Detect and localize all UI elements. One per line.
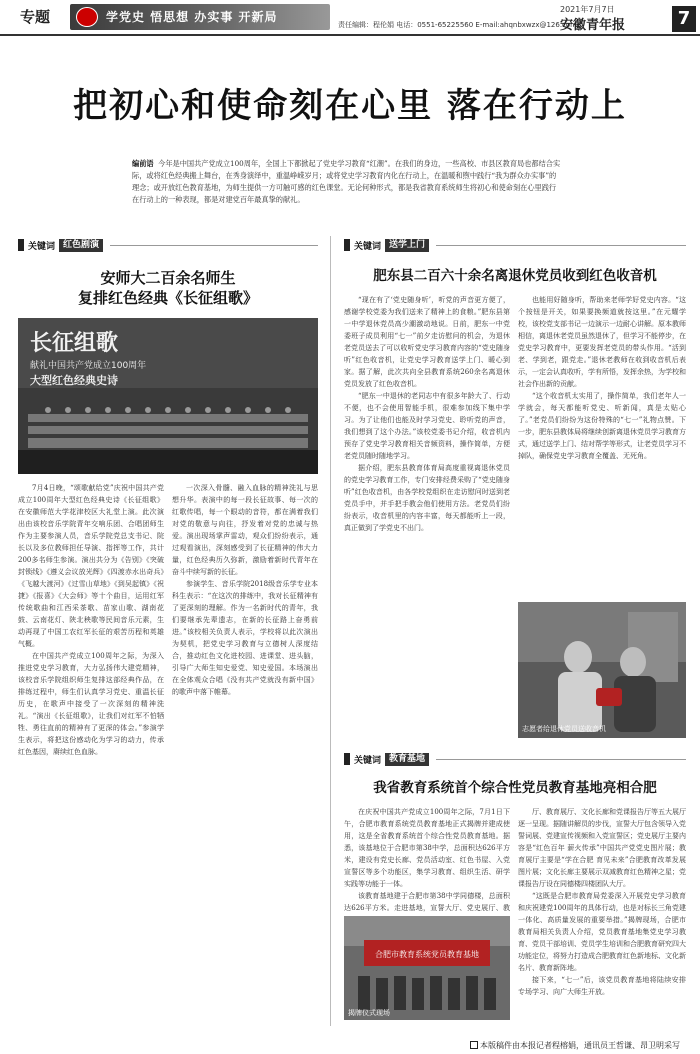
keyword-rule — [436, 245, 686, 246]
keyword-rule — [110, 245, 318, 246]
editor-note-text: 今年是中国共产党成立100周年，全国上下都掀起了党史学习教育“红潮”。在我们的身边，一些高校、市县区教育局也都结合实际，或将红色经典搬上舞台，在秀身演绎中，重温峥嵘岁月；或将党史学习教育内化在行动上，在温暖和煦中践行“我为群众办实事”的理念；或开放红色教育基地，为师生提供一方可触可感的红色课堂。无论何种形式，都是我省教育系统师生将初心和使命刻在心里践行在行动上的一种表现，都是对建党百年最真挚的献礼。 — [132, 159, 561, 204]
article-2-title: 肥东县二百六十余名离退休党员收到红色收音机 — [373, 268, 657, 284]
paper-name: 安徽青年报 — [560, 18, 626, 33]
theme-banner — [70, 4, 330, 30]
editor-note-label: 编前语 — [132, 159, 154, 168]
square-bullet-icon — [470, 1041, 478, 1049]
article-3-title: 我省教育系统首个综合性党员教育基地亮相合肥 — [373, 780, 657, 796]
keyword-tag-3: 关键词 教育基地 — [344, 752, 429, 766]
section-tag: 专题 — [20, 8, 51, 26]
banner-text: 学党史 悟思想 办实事 开新局 — [106, 10, 278, 24]
issue-date: 2021年7月7日 — [560, 5, 615, 14]
article-1-column-1: 7月4日晚，“颂歌献给党”庆祝中国共产党成立100周年大型红色经典史诗《长征组歌》在安徽师范大学花津校区大礼堂上演。此次演出由该校音乐学院青年交响乐团、合唱团师生作为主要参演人员，音乐学院党总支书记、院长以及多位教师担任导演、指挥等工作，共计200多名师生参演。演出共分为《告别》《突破封锁线》《遵义会议放光辉》《四渡赤水出奇兵》《飞越大渡河》《过雪山草地》《到吴起镇》《祝捷》《报喜》《大会师》等十个曲目，运用红军传统歌曲和江西采茶歌、苗家山歌、湖南花鼓、云南花灯、陕北秧歌等民间音乐元素，生动再现了中国工农红军长征的艰苦历程和英雄气概。 在中国共产党成立100周年之际，为深入推进党史学习教育，大力弘扬伟大建党精神，该校音乐学院组织师生复排这部经典作品，在排练过程中，师生们认真学习党史、重温长征历史，在歌声中接受了一次深刻的精神洗礼。“演出《长征组歌》，让我们对红军不怕牺牲、勇往直前的精神有了更深的体会。”参演学生表示，将把这份感动化为学习的动力，传承红色基因，赓续红色血脉。 — [18, 484, 164, 756]
article-1-photo — [18, 318, 318, 474]
keyword-tag-1: 关键词 红色剧演 — [18, 238, 103, 252]
page-headline: 把初心和使命刻在心里 落在行动上 — [73, 86, 627, 126]
article-3-column-1: 在庆祝中国共产党成立100周年之际，7月1日下午，合肥市教育系统党员教育基地正式揭牌并建成使用，这是全省教育系统首个综合性党员教育基地。据悉，该基地位于合肥市第38中学，总面积达626平方米，建设有党史长廊、党员活动室、红色书屋、入党宣誓区等多个功能区，集学习教育、组织生活、研学实践等功能于一体。 该教育基地建于合肥市第38中学同德楼，总面积达626平方米。走进基地，宣誓大厅、党史展厅、教 — [344, 808, 510, 912]
column-divider — [330, 236, 331, 1026]
footer-credit: 本版稿件由本报记者程榕娟，通讯员王哲谦、昂卫明采写 — [470, 1040, 680, 1051]
masthead — [0, 0, 700, 36]
article-3-photo-caption: 揭牌仪式现场 — [348, 1009, 390, 1017]
article-2-column-1: “现在有了‘党史随身听’，听党的声音更方便了，感谢学校党委为我们送来了精神上的食粮。”肥东县第一中学退休党员高少潮激动地说。日前，肥东一中党委班子成员利用“七一”前夕走访慰问的机会，为退休老党员送去了可以收听党史学习教育内容的“党史随身听”红色收音机，让党史学习教育送学上门、暖心到家。据了解，此次共向全县教育系统260余名离退休党员发放了红色收音机。 “肥东一中退休的老同志中有很多年龄大了、行动不便，也不会使用智能手机，很难参加线下集中学习。为了让他们也能及时学习党史、聆听党的声音，我们想到了这个办法。”该校党委书记介绍，收音机内预存了党史学习教育相关音频资料，操作简单，方便老党员随时随地学习。 据介绍，肥东县教育体育局高度重视离退休党员的党史学习教育工作，专门安排经费采购了“党史随身听”红色收音机，由各学校党组织在走访慰问时送到老党员手中，并手把手教会他们使用方法。老党员们纷纷表示，收音机里的内容丰富，每天都能听上一段，真正做到了学党史不出门。 — [344, 296, 510, 532]
article-3-photo — [344, 916, 510, 1020]
photo-subtitle-2: 大型红色经典史诗 — [30, 374, 118, 387]
article-2-column-2: 也能用好随身听，帮助来老师学好党史内容。“这个按钮是开关，如果要换频道就按这里。”在元耀学校，该校党支部书记一边演示一边耐心讲解。原本教师相信，离退休老党员虽然退休了，但学习不能停步，在党史学习教育中，更要发挥老党员的带头作用。“活到老、学到老，跟党走。”退休老教师在收到收音机后表示，一定会认真收听，学有所悟，发挥余热，为学校和社会作出新的贡献。 “这个收音机太实用了，操作简单，我们老年人一学就会，每天都能听党史、听新闻，真是太贴心了。”老党员们纷纷为这份特殊的“七一”礼物点赞。下一步，肥东县教体局将继续创新离退休党员学习教育方式，通过送学上门、结对帮学等形式，让老党员学习不掉队，确保党史学习教育全覆盖、无死角。 — [518, 296, 686, 460]
editor-contact: 责任编辑：程伦娟 电话：0551-65225560 E-mail:ahqnbxwzx@126.com — [338, 21, 577, 29]
article-2-photo-caption: 志愿者给退休党员送收音机 — [522, 725, 606, 733]
keyword-rule — [436, 759, 686, 760]
article-2-photo — [518, 602, 686, 738]
article-1-title: 安师大二百余名师生 复排红色经典《长征组歌》 — [77, 269, 258, 307]
keyword-tag-2: 关键词 送学上门 — [344, 238, 429, 252]
page-number: 7 — [672, 6, 696, 32]
article-1-column-2: 一次深入骨髓、融入血脉的精神洗礼与思想升华。表演中的每一段长征故事、每一次的红歌传唱，每一个眼动的音符，都在满着我们对党的敬意与向往，抒发着对党的忠诚与热爱。演出现场掌声雷动，观众们纷纷表示，通过观看演出，深刻感受到了长征精神的伟大力量，红色经典历久弥新，激励着新时代青年在奋斗中续写新的长征。 参演学生、音乐学院2018级音乐学专业本科生表示：“在这次的排练中，我对长征精神有了更深刻的理解。作为一名新时代的青年，我们要继承先辈遗志，在新的长征路上奋勇前进。”该校相关负责人表示，学校将以此次演出为契机，把党史学习教育与立德树人深度结合，推动红色文化进校园、进课堂、进头脑，引导广大师生知史爱党、知史爱国。本场演出在全体观众合唱《没有共产党就没有新中国》的歌声中落下帷幕。 — [172, 484, 318, 696]
party-emblem-icon — [76, 7, 98, 27]
photo-subtitle: 献礼中国共产党成立100周年 — [30, 361, 147, 371]
editor-note — [132, 158, 562, 206]
photo-banner-word: 长征组歌 — [30, 331, 119, 356]
base-signboard-text: 合肥市教育系统党员教育基地 — [375, 950, 479, 959]
article-3-column-2: 厅、教育展厅、文化长廊和党课报告厅等五大展厅逐一呈现。据随讲解员的步伐，宣誓大厅包含领导入党誓词展、党建宣传视频和入党宣誓区；党史展厅主要内容是“红色百年 薪火传承”中国共产党党史图片展；教育展厅主要是“学在合肥 育见未来”合肥教育改革发展图片展；文化长廊主要展示双减教育红色精神之星；党课报告厅设在同德楼四楼团队大厅。 “这既是合肥市教育局党委深入开展党史学习教育和庆祝建党100周年的具体行动，也是对标长三角党建一体化、高质量发展的重要举措。”揭牌现场，合肥市教育局相关负责人介绍，党员教育基地集党史学习教育、党员干部培训、党员学生培训和合肥教育研究四大功能定位，将努力打造成合肥教育红色新地标、文化新名片、教育新阵地。 接下来，“七一”后，该党员教育基地将陆续安排专场学习、向广大师生开放。 — [518, 808, 686, 996]
